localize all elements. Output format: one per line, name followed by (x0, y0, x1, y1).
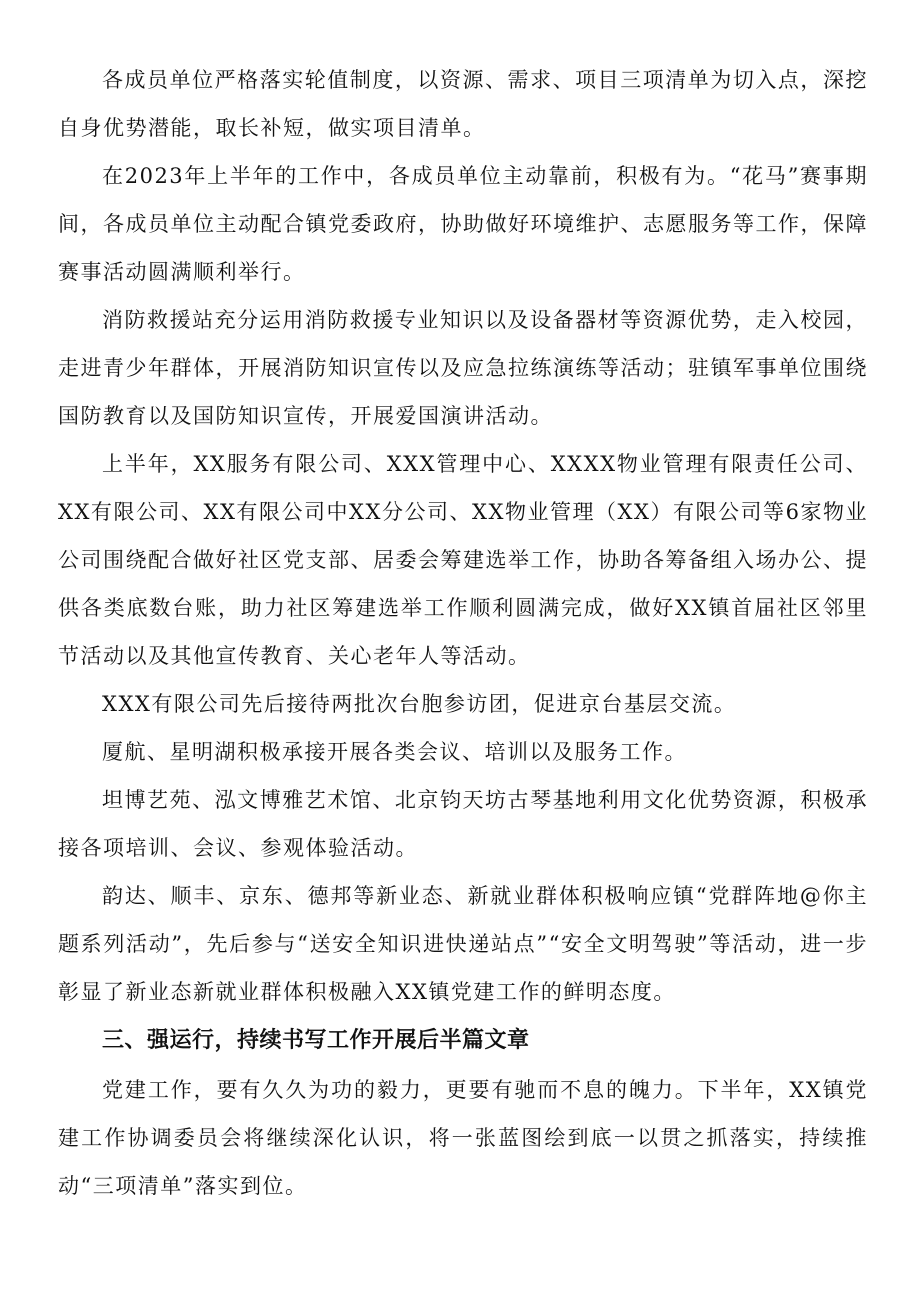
paragraph-property-companies: 上半年，XX服务有限公司、XXX管理中心、XXXX物业管理有限责任公司、XX有限公司、XX有限公司中XX分公司、XX物业管理（XX）有限公司等6家物业公司围绕配合做好社区党支部、居委会筹建选举工作，协助各筹备组入场办公、提供各类底数台账，助力社区筹建选举工作顺利圆满完成，做好XX镇首届社区邻里节活动以及其他宣传教育、关心老年人等活动。 (58, 452, 868, 668)
paragraph-culture-venues: 坦博艺苑、泓文博雅艺术馆、北京钧天坊古琴基地利用文化优势资源，积极承接各项培训、会议、参观体验活动。 (58, 788, 868, 860)
paragraph-2023-first-half: 在2023年上半年的工作中，各成员单位主动靠前，积极有为。“花马”赛事期间，各成员单位主动配合镇党委政府，协助做好环境维护、志愿服务等工作，保障赛事活动圆满顺利举行。 (58, 164, 868, 284)
paragraph-closing: 党建工作，要有久久为功的毅力，更要有驰而不息的魄力。下半年，XX镇党建工作协调委员会将继续深化认识，将一张蓝图绘到底一以贯之抓落实，持续推动“三项清单”落实到位。 (58, 1078, 868, 1198)
paragraph-xiamen-airlines: 厦航、星明湖积极承接开展各类会议、培训以及服务工作。 (102, 740, 687, 764)
paragraph-rotation-system: 各成员单位严格落实轮值制度，以资源、需求、项目三项清单为切入点，深挖自身优势潜能，取长补短，做实项目清单。 (58, 68, 868, 140)
paragraph-new-business-groups: 韵达、顺丰、京东、德邦等新业态、新就业群体积极响应镇“党群阵地@你主题系列活动”，先后参与“送安全知识进快递站点”“安全文明驾驶”等活动，进一步彰显了新业态新就业群体积极融入XX镇党建工作的鲜明态度。 (58, 884, 868, 1004)
paragraph-fire-rescue: 消防救援站充分运用消防救援专业知识以及设备器材等资源优势，走入校园，走进青少年群体，开展消防知识宣传以及应急拉练演练等活动；驻镇军事单位围绕国防教育以及国防知识宣传，开展爱国演讲活动。 (58, 308, 868, 428)
document-page (58, 56, 868, 1210)
paragraph-taiwan-delegation: XXX有限公司先后接待两批次台胞参访团，促进京台基层交流。 (102, 692, 737, 716)
section-heading: 三、强运行，持续书写工作开展后半篇文章 (102, 1028, 530, 1053)
